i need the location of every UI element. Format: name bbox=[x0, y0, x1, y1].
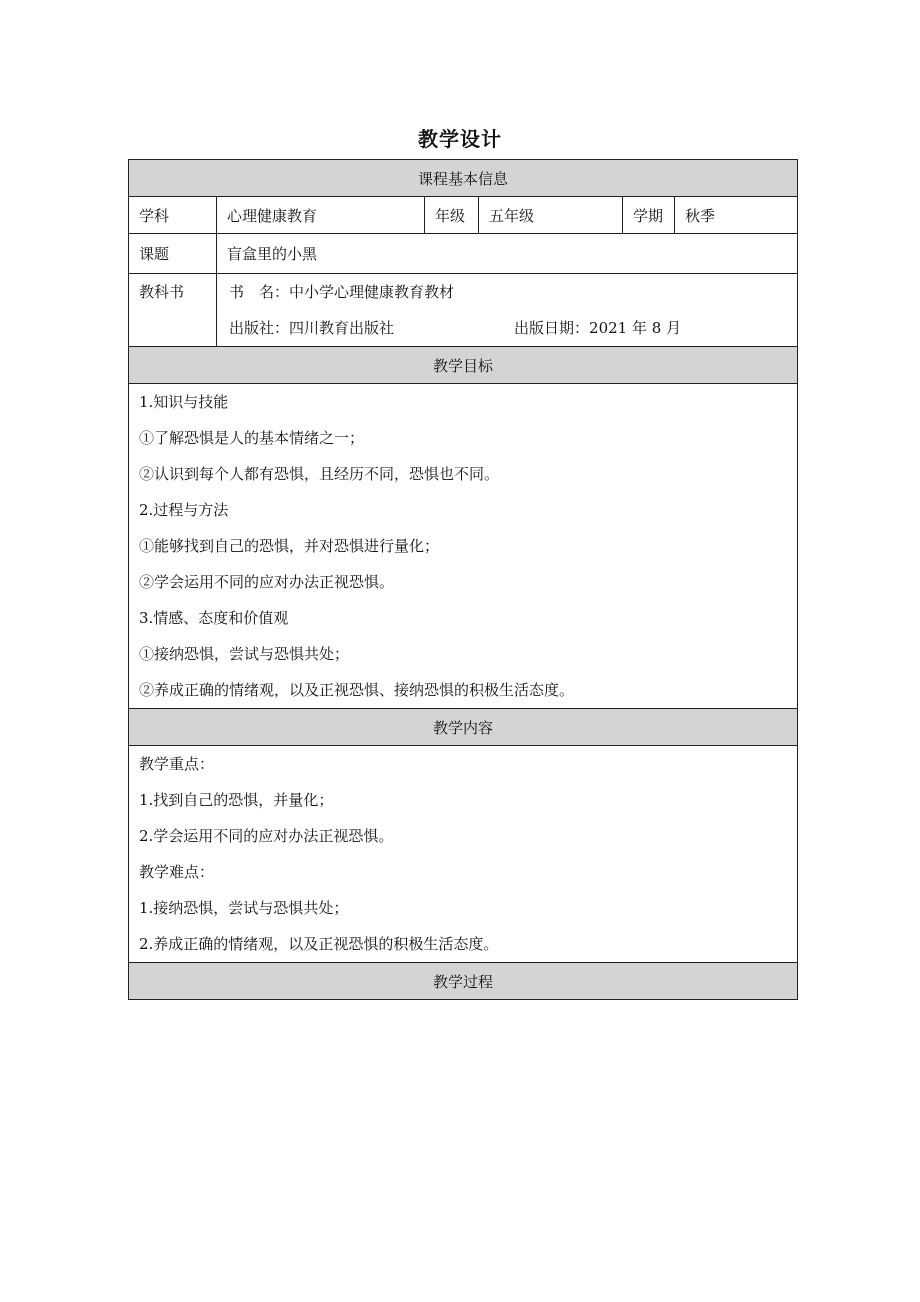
textbook-label-cell bbox=[129, 274, 217, 347]
content-row bbox=[129, 746, 798, 963]
objectives-row bbox=[129, 384, 798, 709]
section-header-objectives bbox=[129, 347, 798, 384]
grade-label: 年级 bbox=[425, 197, 479, 234]
term-label: 学期 bbox=[623, 197, 675, 234]
subject-label: 学科 bbox=[129, 197, 217, 234]
objective-line: 3.情感、态度和价值观 bbox=[139, 609, 289, 627]
content-line: 1.找到自己的恐惧，并量化； bbox=[139, 791, 334, 809]
objective-line: ①能够找到自己的恐惧，并对恐惧进行量化； bbox=[139, 537, 440, 555]
content-header: 教学内容 bbox=[129, 709, 798, 746]
publisher-label: 出版社： bbox=[229, 319, 290, 337]
objective-line: ①接纳恐惧，尝试与恐惧共处； bbox=[139, 645, 350, 663]
content-line: 教学重点： bbox=[139, 755, 215, 773]
textbook-row bbox=[129, 274, 798, 347]
publisher-value: 四川教育出版社 bbox=[289, 319, 395, 337]
content-line: 2.学会运用不同的应对办法正视恐惧。 bbox=[139, 827, 394, 845]
objective-line: ②认识到每个人都有恐惧，且经历不同，恐惧也不同。 bbox=[139, 465, 500, 483]
objectives-header: 教学目标 bbox=[129, 347, 798, 384]
objective-line: ②学会运用不同的应对办法正视恐惧。 bbox=[139, 573, 395, 591]
content-line: 2.养成正确的情绪观，以及正视恐惧的积极生活态度。 bbox=[139, 935, 499, 953]
objective-line: 1.知识与技能 bbox=[139, 393, 229, 411]
document-title: 教学设计 bbox=[418, 127, 502, 151]
objective-line: 2.过程与方法 bbox=[139, 501, 229, 519]
grade-value: 五年级 bbox=[479, 197, 623, 234]
objectives-body bbox=[129, 384, 798, 709]
content-line: 1.接纳恐惧，尝试与恐惧共处； bbox=[139, 899, 349, 917]
book-name-line bbox=[229, 274, 785, 310]
publisher-line bbox=[229, 310, 785, 346]
objective-line: ②养成正确的情绪观，以及正视恐惧、接纳恐惧的积极生活态度。 bbox=[139, 681, 575, 699]
book-name-label: 书 名： bbox=[229, 283, 290, 301]
section-header-process bbox=[129, 963, 798, 1000]
basic-info-header: 课程基本信息 bbox=[129, 160, 798, 197]
textbook-label: 教科书 bbox=[139, 283, 185, 301]
pub-date bbox=[514, 310, 681, 346]
pub-date-value: 2021 年 8 月 bbox=[589, 319, 682, 337]
content-line: 教学难点： bbox=[139, 863, 215, 881]
lesson-plan-table bbox=[128, 159, 798, 1000]
book-name-value: 中小学心理健康教育教材 bbox=[289, 283, 455, 301]
process-header: 教学过程 bbox=[129, 963, 798, 1000]
section-header-basic-info bbox=[129, 160, 798, 197]
textbook-info bbox=[217, 274, 798, 347]
subject-value: 心理健康教育 bbox=[217, 197, 425, 234]
pub-date-label: 出版日期： bbox=[514, 319, 590, 337]
subject-row bbox=[129, 197, 798, 234]
topic-value: 盲盒里的小黑 bbox=[217, 234, 798, 274]
topic-label: 课题 bbox=[129, 234, 217, 274]
objective-line: ①了解恐惧是人的基本情绪之一； bbox=[139, 429, 365, 447]
term-value: 秋季 bbox=[675, 197, 798, 234]
content-body bbox=[129, 746, 798, 963]
topic-row bbox=[129, 234, 798, 274]
section-header-content bbox=[129, 709, 798, 746]
